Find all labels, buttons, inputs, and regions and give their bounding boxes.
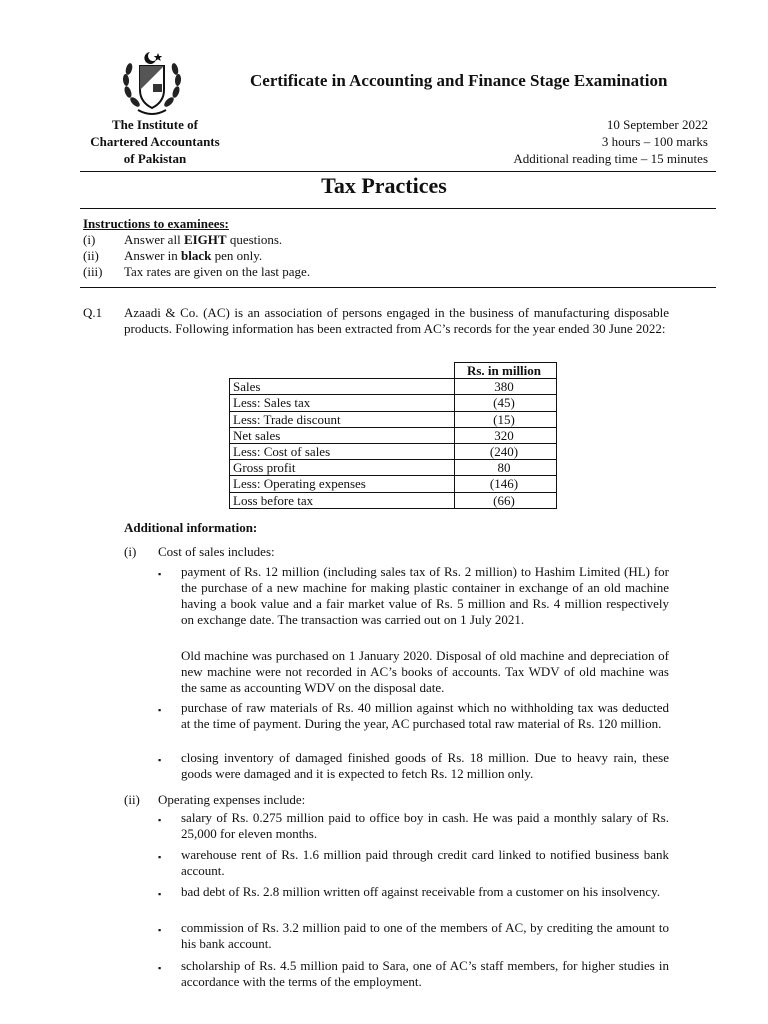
instruction-text: questions. [226,232,283,247]
row-label: Loss before tax [230,492,455,508]
instruction-text: pen only. [211,248,263,263]
divider [80,208,716,209]
bullet-text: salary of Rs. 0.275 million paid to office boy in cash. He was paid a monthly salary of Rs. 25,000 for eleven months. [181,810,669,841]
institute-name [60,116,250,167]
bullet-text: closing inventory of damaged finished goods of Rs. 18 million. Due to heavy rain, these goods were damaged and it is expected to fetch Rs. 12 million only. [181,750,669,781]
instruction-num: (i) [83,232,96,247]
exam-duration: 3 hours – 100 marks [601,134,708,149]
paper-title: Tax Practices [321,173,447,198]
bullet-icon: ▪ [158,852,162,862]
section-title: Cost of sales includes: [158,544,275,559]
section-title: Operating expenses include: [158,792,306,807]
table-row [230,395,557,411]
institute-line: Chartered Accountants [90,134,220,149]
row-value: (240) [455,443,557,459]
row-value: (146) [455,476,557,492]
bullet-icon: ▪ [158,889,162,899]
row-value: 80 [455,460,557,476]
bullet-icon: ▪ [158,925,162,935]
row-value: (15) [455,411,557,427]
section-number: (i) [124,544,137,559]
row-label: Less: Sales tax [230,395,455,411]
instruction-text: Answer all [124,232,184,247]
row-label: Less: Operating expenses [230,476,455,492]
row-value: (45) [455,395,557,411]
income-statement-table [229,362,557,509]
table-row [230,460,557,476]
additional-info-heading: Additional information: [124,520,258,535]
row-label: Net sales [230,427,455,443]
question-intro: Azaadi & Co. (AC) is an association of persons engaged in the business of manufacturing disposable products. Following information has been extracted from AC’s records for the year ended 30 June 2022: [124,305,669,336]
bullet-icon: ▪ [158,705,162,715]
instruction-item [83,232,683,248]
bullet-icon: ▪ [158,815,162,825]
instruction-item [83,248,683,264]
table-header: Rs. in million [455,363,557,379]
row-label: Less: Cost of sales [230,443,455,459]
table-header-row [230,363,557,379]
table-row [230,492,557,508]
row-label: Less: Trade discount [230,411,455,427]
row-value: 380 [455,379,557,395]
instruction-item [83,264,683,280]
divider [80,171,716,172]
bullet-text: purchase of raw materials of Rs. 40 million against which no withholding tax was deducted at the time of payment. During the year, AC purchased total raw material of Rs. 120 million. [181,700,669,731]
instruction-emphasis: black [181,248,212,263]
instructions-list [83,232,683,280]
instruction-text: Tax rates are given on the last page. [124,264,311,279]
instruction-text: Answer in [124,248,182,263]
question-number: Q.1 [83,305,103,320]
instruction-num: (ii) [83,248,99,263]
bullet-text: payment of Rs. 12 million (including sales tax of Rs. 2 million) to Hashim Limited (HL) for the purchase of a new machine for making plastic container in exchange of an old machine having a book value and a fair market value of Rs. 5 million and Rs. 4 million respectively on exchange date. The transaction was carried out on 1 July 2021. [181,564,669,627]
bullet-icon: ▪ [158,963,162,973]
row-value: 320 [455,427,557,443]
bullet-text: scholarship of Rs. 4.5 million paid to Sara, one of AC’s staff members, for higher studies in accordance with the terms of the employment. [181,958,669,989]
bullet-text: commission of Rs. 3.2 million paid to one of the members of AC, by crediting the amount to his bank account. [181,920,669,951]
table-row [230,411,557,427]
institute-line: of Pakistan [123,151,187,166]
reading-time: Additional reading time – 15 minutes [513,151,708,166]
table-row [230,379,557,395]
row-label: Gross profit [230,460,455,476]
bullet-icon: ▪ [158,569,162,579]
section-number: (ii) [124,792,140,807]
instruction-emphasis: EIGHT [183,232,227,247]
exam-date: 10 September 2022 [606,117,708,132]
bullet-text: bad debt of Rs. 2.8 million written off against receivable from a customer on his insolvency. [181,884,661,899]
exam-meta [513,116,708,167]
row-value: (66) [455,492,557,508]
table-row [230,443,557,459]
table-row [230,476,557,492]
exam-title: Certificate in Accounting and Finance Stage Examination [250,71,668,90]
instruction-num: (iii) [83,264,103,279]
institute-logo-icon [120,48,184,120]
bullet-icon: ▪ [158,755,162,765]
instructions-heading: Instructions to examinees: [83,216,229,231]
divider [80,287,716,288]
bullet-text: warehouse rent of Rs. 1.6 million paid through credit card linked to notified business bank account. [181,847,669,878]
table-row [230,427,557,443]
row-label: Sales [230,379,455,395]
institute-line: The Institute of [112,117,198,132]
bullet-note: Old machine was purchased on 1 January 2020. Disposal of old machine and depreciation of new machine were not recorded in AC’s books of accounts. Tax WDV of old machine was the same as accounting WDV on the disposal date. [181,648,669,695]
